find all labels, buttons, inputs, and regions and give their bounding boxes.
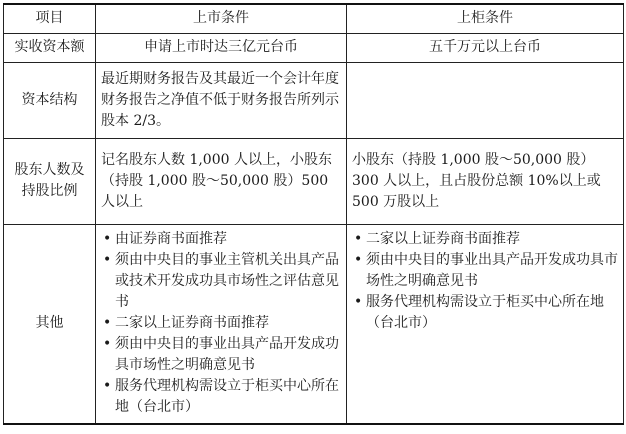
listing-vs-otc-comparison-table — [3, 3, 624, 425]
table-row — [4, 224, 624, 424]
otc-paid-in-capital: 五千万元以上台币 — [347, 33, 624, 62]
row-label-other: 其他 — [4, 224, 96, 424]
listing-paid-in-capital: 申请上市时达三亿元台币 — [96, 33, 347, 62]
list-item: • 须由中央目的事业主管机关出具产品或技术开发成功具市场性之评估意见书 — [101, 250, 341, 313]
list-item: • 服务代理机构需设立于柜买中心所在地（台北市） — [101, 376, 341, 418]
listing-capital-structure — [96, 62, 347, 138]
otc-shareholders — [347, 138, 624, 224]
list-item: • 二家以上证券商书面推荐 — [101, 313, 341, 334]
otc-capital-structure — [347, 62, 624, 138]
comparison-table-wrapper — [3, 3, 624, 425]
row-label-shareholders-line-2: 持股比例 — [21, 183, 78, 199]
otc-shareholders-text: 小股东（持股 1,000 股～50,000 股）300 人以上，且占股份总额 10%以上或 500 万股以上 — [352, 151, 601, 210]
listing-capital-structure-text: 最近期财务报告及其最近一个会计年度财务报告之净值不低于财务报告所列示股本 2/3。 — [101, 70, 339, 129]
table-row — [4, 138, 624, 224]
listing-other-list — [101, 225, 341, 418]
list-item: • 服务代理机构需设立于柜买中心所在地（台北市） — [352, 292, 618, 334]
row-label-shareholders-line-1: 股东人数及 — [14, 162, 85, 178]
otc-other — [347, 224, 624, 424]
row-label-paid-in-capital: 实收资本额 — [4, 33, 96, 62]
list-item: • 须由中央目的事业出具产品开发成功具市场性之明确意见书 — [352, 250, 618, 292]
header-listing-conditions: 上市条件 — [96, 4, 347, 33]
header-row — [4, 4, 624, 33]
row-label-shareholders — [4, 138, 96, 224]
row-label-capital-structure: 资本结构 — [4, 62, 96, 138]
listing-other — [96, 224, 347, 424]
listing-shareholders — [96, 138, 347, 224]
header-otc-conditions: 上柜条件 — [347, 4, 624, 33]
listing-shareholders-text: 记名股东人数 1,000 人以上，小股东（持股 1,000 股～50,000 股）500 人以上 — [101, 151, 332, 210]
otc-other-list — [352, 225, 618, 334]
list-item: • 由证券商书面推荐 — [101, 229, 341, 250]
list-item: • 须由中央目的事业出具产品开发成功具市场性之明确意见书 — [101, 334, 341, 376]
table-row — [4, 62, 624, 138]
table-row — [4, 33, 624, 62]
list-item: • 二家以上证券商书面推荐 — [352, 229, 618, 250]
header-item: 项目 — [4, 4, 96, 33]
